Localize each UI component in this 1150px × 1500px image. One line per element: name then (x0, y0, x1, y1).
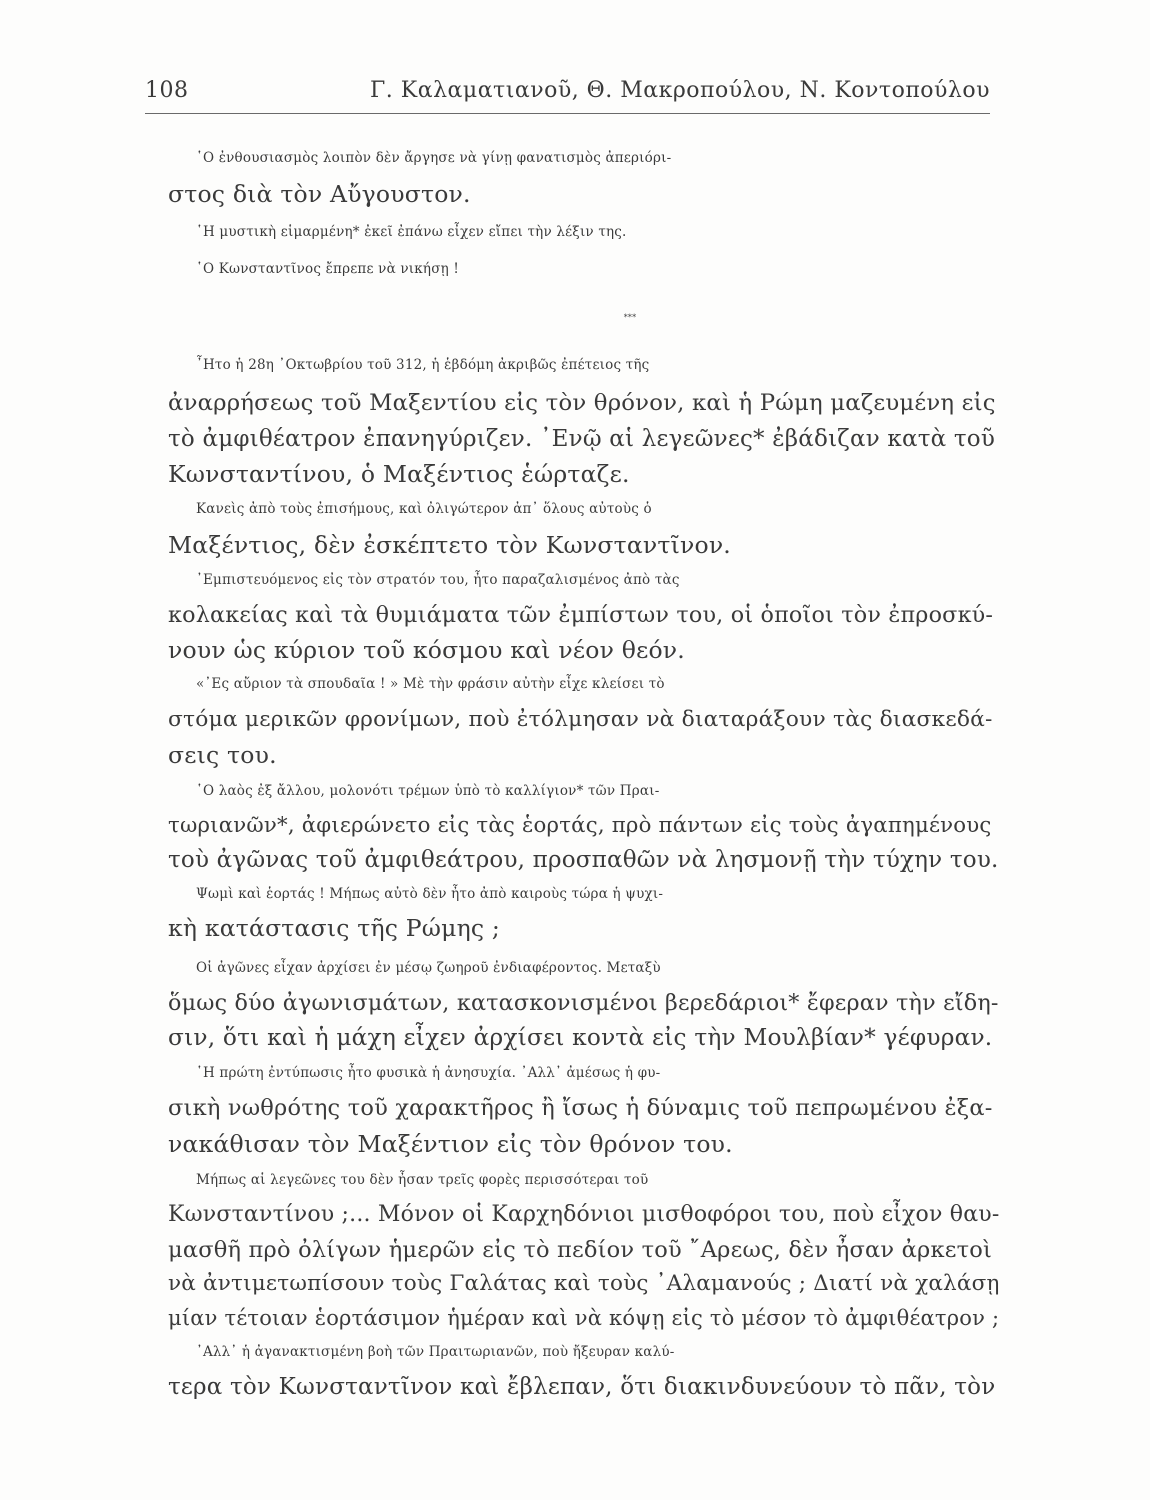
text-line: μασθῆ πρὸ ὀλίγων ἡμερῶν εἰς τὸ πεδίον τοῦ ῎Αρεως, δὲν ἦσαν ἀρκετοὶ (168, 1237, 992, 1263)
text-line: ῾Η πρώτη ἐντύπωσις ἦτο φυσικὰ ἡ ἀνησυχία. ᾿Αλλ᾿ ἀμέσως ἡ φυ- (196, 1065, 661, 1081)
text-line: τωριανῶν*, ἀφιερώνετο εἰς τὰς ἑορτάς, πρὸ πάντων εἰς τοὺς ἀγαπημένους (168, 813, 992, 838)
text-line: τερα τὸν Κωνσταντῖνον καὶ ἔβλεπαν, ὅτι διακινδυνεύουν τὸ πᾶν, τὸν (168, 1374, 996, 1400)
text-line: σικὴ νωθρότης τοῦ χαρακτῆρος ἢ ἴσως ἡ δύναμις τοῦ πεπρωμένου ἐξα- (168, 1095, 993, 1121)
text-line: στόμα μερικῶν φρονίμων, ποὺ ἐτόλμησαν νὰ διαταράξουν τὰς διασκεδά- (168, 707, 993, 732)
text-line: Ψωμὶ καὶ ἑορτάς ! Μήπως αὐτὸ δὲν ἦτο ἀπὸ καιροὺς τώρα ἡ ψυχι- (196, 886, 664, 902)
text-line: τοὺ ἀγῶνας τοῦ ἀμφιθεάτρου, προσπαθῶν νὰ λησμονῇ τὴν τύχην του. (168, 847, 999, 873)
text-line: Μήπως αἱ λεγεῶνες του δὲν ἦσαν τρεῖς φορὲς περισσότεραι τοῦ (196, 1172, 649, 1188)
text-line: ῾Ο Κωνσταντῖνος ἔπρεπε νὰ νικήσῃ ! (196, 261, 460, 277)
text-line: νὰ ἀντιμετωπίσουν τοὺς Γαλάτας καὶ τοὺς ᾿Αλαμανούς ; Διατί νὰ χαλάσῃ (168, 1271, 1000, 1296)
text-line: σεις του. (168, 741, 277, 769)
running-head: Γ. Καλαματιανοῦ, Θ. Μακροπούλου, Ν. Κοντοπούλου (370, 78, 990, 103)
text-line: Μαξέντιος, δὲν ἐσκέπτετο τὸν Κωνσταντῖνον. (168, 531, 731, 559)
header-rule (145, 113, 990, 114)
text-line: ῾Ο ἐνθουσιασμὸς λοιπὸν δὲν ἄργησε νὰ γίνῃ φανατισμὸς ἀπεριόρι- (196, 150, 672, 166)
text-line: ἀναρρήσεως τοῦ Μαξεντίου εἰς τὸν θρόνον, καὶ ἡ Ρώμη μαζευμένη εἰς (168, 390, 996, 416)
text-line: ὅμως δύο ἀγωνισμάτων, κατασκονισμένοι βερεδάριοι* ἔφεραν τὴν εἴδη- (168, 990, 999, 1016)
page-header (145, 78, 990, 110)
text-line: Κανεὶς ἀπὸ τοὺς ἐπισήμους, καὶ ὀλιγώτερον ἀπ᾿ ὅλους αὐτοὺς ὁ (196, 501, 652, 517)
text-line: κολακείας καὶ τὰ θυμιάματα τῶν ἐμπίστων του, οἱ ὁποῖοι τὸν ἐπροσκύ- (168, 602, 994, 628)
text-line: ῾Η μυστικὴ εἱμαρμένη* ἐκεῖ ἐπάνω εἶχεν εἴπει τὴν λέξιν της. (196, 224, 627, 240)
text-line: ᾿Εμπιστευόμενος εἰς τὸν στρατόν του, ἦτο παραζαλισμένος ἀπὸ τὰς (196, 572, 680, 588)
text-line: στος διὰ τὸν Αὔγουστον. (168, 180, 471, 208)
text-line: Οἱ ἀγῶνες εἶχαν ἀρχίσει ἐν μέσῳ ζωηροῦ ἐνδιαφέροντος. Μεταξὺ (196, 960, 661, 976)
text-line: ῾Ο λαὸς ἐξ ἄλλου, μολονότι τρέμων ὑπὸ τὸ καλλίγιον* τῶν Πραι- (196, 783, 660, 799)
text-line: «᾿Ες αὔριον τὰ σπουδαῖα ! » Μὲ τὴν φράσιν αὐτὴν εἶχε κλείσει τὸ (196, 676, 665, 692)
text-line: σιν, ὅτι καὶ ἡ μάχη εἶχεν ἀρχίσει κοντὰ εἰς τὴν Μουλβίαν* γέφυραν. (168, 1024, 993, 1051)
text-line: κὴ κατάστασις τῆς Ρώμης ; (168, 914, 501, 942)
text-line: τὸ ἀμφιθέατρον ἐπανηγύριζεν. ᾿Ενῷ αἱ λεγεῶνες* ἐβάδιζαν κατὰ τοῦ (168, 426, 996, 452)
section-break: *** (623, 313, 637, 322)
text-line: ῏Ητο ἡ 28η ᾿Οκτωβρίου τοῦ 312, ἡ ἑβδόμη ἀκριβῶς ἐπέτειος τῆς (196, 357, 650, 373)
text-line: μίαν τέτοιαν ἑορτάσιμον ἡμέραν καὶ νὰ κόψῃ εἰς τὸ μέσον τὸ ἀμφιθέατρον ; (168, 1306, 1000, 1330)
text-line: νακάθισαν τὸν Μαξέντιον εἰς τὸν θρόνον του. (168, 1130, 733, 1158)
text-line: ᾿Αλλ᾿ ἡ ἀγανακτισμένη βοὴ τῶν Πραιτωριανῶν, ποὺ ἤξευραν καλύ- (196, 1344, 675, 1360)
text-line: νουν ὡς κύριον τοῦ κόσμου καὶ νέον θεόν. (168, 636, 685, 664)
text-line: Κωνσταντίνου ;... Μόνον οἱ Καρχηδόνιοι μισθοφόροι του, ποὺ εἶχον θαυ- (168, 1202, 1000, 1227)
page-number: 108 (145, 78, 189, 103)
text-line: Κωνσταντίνου, ὁ Μαξέντιος ἑώρταζε. (168, 460, 630, 488)
